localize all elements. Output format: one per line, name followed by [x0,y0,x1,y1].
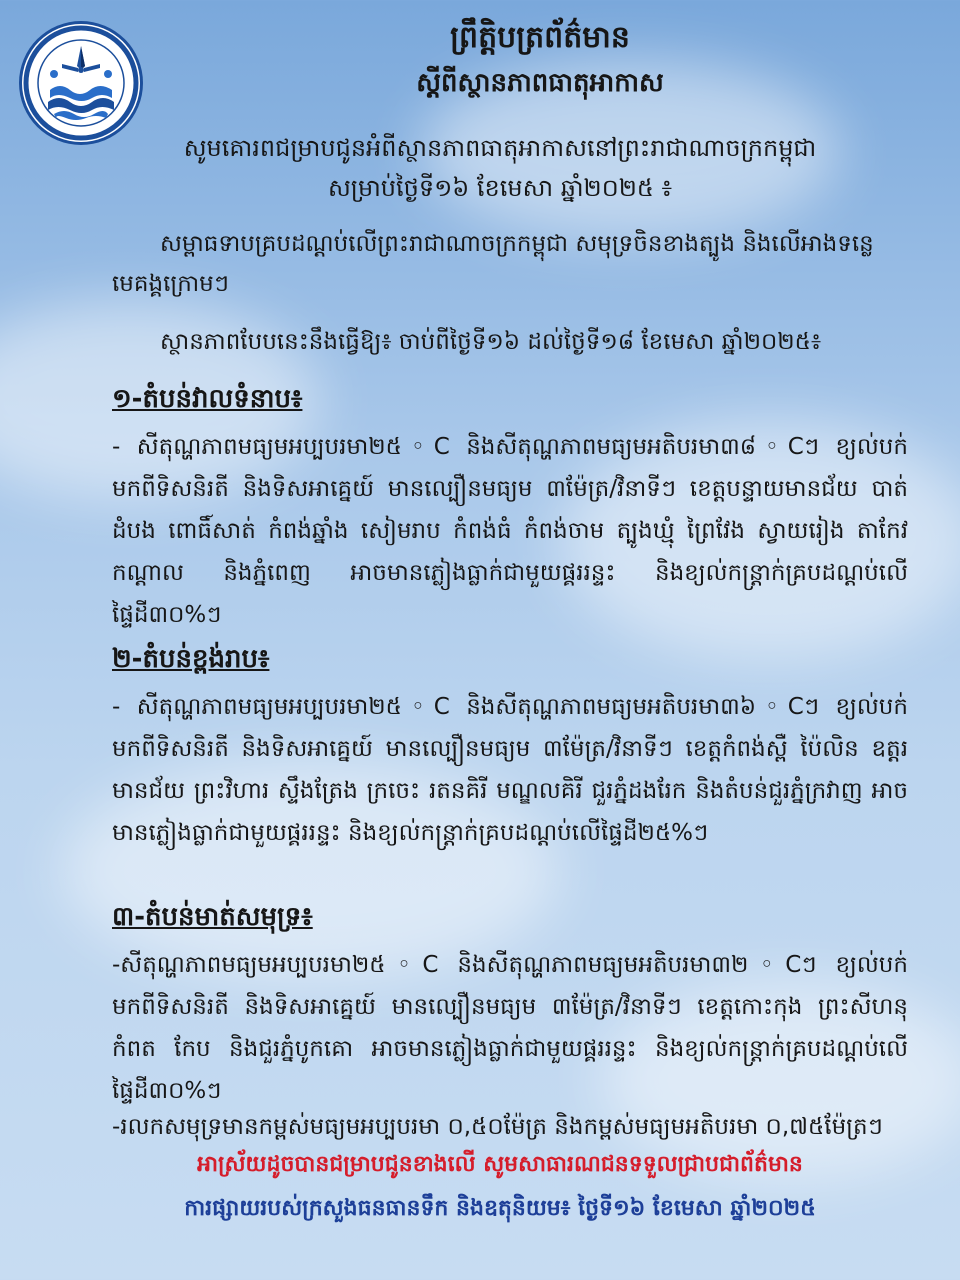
bulletin-subtitle: ស្តីពីស្ថានភាពធាតុអាកាស [416,68,664,98]
intro-line-1: សូមគោរពជម្រាបជូនអំពីស្ថានភាពធាតុអាកាសនៅព្រះរាជាណាចក្រកម្ពុជា [183,134,817,162]
section-coastal-waves: -រលកសមុទ្រមានកម្ពស់មធ្យមអប្បបរមា ០,៥០ម៉ែត្រ និងកម្ពស់មធ្យមអតិបរមា ០,៧៥ម៉ែត្រៗ [112,1114,883,1140]
ministry-seal-icon [22,24,140,142]
bulletin-title: ព្រឹត្តិបត្រព័ត៌មាន [450,20,630,55]
pressure-paragraph: សម្ពាធទាបគ្របដណ្តប់លើព្រះរាជាណាចក្រកម្ពុជា សមុទ្រចិនខាងត្បូង និងលើអាងទន្លេមេគង្គក្រោមៗ [112,231,874,297]
section-lowland-title: ១-តំបន់វាលទំនាប៖ [112,384,303,414]
footer-source: ការផ្សាយរបស់ក្រសួងធនធានទឹក និងឧតុនិយម៖ ថ្ងៃទី១៦ ខែមេសា ឆ្នាំ២០២៥ [184,1196,816,1221]
section-coastal-title: ៣-តំបន់មាត់សមុទ្រ៖ [112,902,313,932]
section-lowland-body: - សីតុណ្ហភាពមធ្យមអប្បបរមា២៥◦C និងសីតុណ្ហភាពមធ្យមអតិបរមា៣៨◦Cៗ ខ្យល់បក់មកពីទិសនិរតី និងទិសអាគ្នេយ៍ មានល្បឿនមធ្យម ៣ម៉ែត្រ/វិនាទីៗ ខេត្តបន្ទាយមានជ័យ បាត់ដំបង ពោធិ៍សាត់ កំពង់ឆ្នាំង សៀមរាប កំពង់ធំ កំពង់ចាម ត្បូងឃ្មុំ ព្រៃវែង ស្វាយរៀង តាកែវ កណ្តាល និងភ្នំពេញ អាចមានភ្លៀងធ្លាក់ជាមួយផ្គររន្ទះ និងខ្យល់កន្ត្រាក់គ្របដណ្តប់លើផ្ទៃដី៣០%ៗ [112,434,908,628]
section-coastal-body: -សីតុណ្ហភាពមធ្យមអប្បបរមា២៥◦C និងសីតុណ្ហភាពមធ្យមអតិបរមា៣២◦Cៗ ខ្យល់បក់មកពីទិសនិរតី និងទិសអាគ្នេយ៍ មានល្បឿនមធ្យម ៣ម៉ែត្រ/វិនាទីៗ ខេត្តកោះកុង ព្រះសីហនុ កំពត កែប និងជួរភ្នំបូកគោ អាចមានភ្លៀងធ្លាក់ជាមួយផ្គររន្ទះ និងខ្យល់កន្ត្រាក់គ្របដណ្តប់លើផ្ទៃដី៣០%ៗ [112,952,908,1104]
section-plateau-title: ២-តំបន់ខ្ពង់រាប៖ [112,644,270,674]
footer-notice: អាស្រ័យដូចបានជម្រាបជូនខាងលើ សូមសាធារណជនទទួលជ្រាបជាព័ត៌មាន [197,1152,803,1177]
intro [100,128,900,208]
period-paragraph: ស្ថានភាពបែបនេះនឹងធ្វើឱ្យ៖ ចាប់ពីថ្ងៃទី១៦ ដល់ថ្ងៃទី១៨ ខែមេសា ឆ្នាំ២០២៥៖ [160,329,822,355]
ministry-logo [22,24,140,142]
intro-line-2: សម្រាប់ថ្ងៃទី១៦ ខែមេសា ឆ្នាំ២០២៥ ៖ [327,174,673,202]
section-plateau-body: - សីតុណ្ហភាពមធ្យមអប្បបរមា២៥◦C និងសីតុណ្ហភាពមធ្យមអតិបរមា៣៦◦Cៗ ខ្យល់បក់មកពីទិសនិរតី និងទិសអាគ្នេយ៍ មានល្បឿនមធ្យម ៣ម៉ែត្រ/វិនាទីៗ ខេត្តកំពង់ស្ពឺ ប៉ៃលិន ឧត្តរមានជ័យ ព្រះវិហារ ស្ទឹងត្រែង ក្រចេះ រតនគិរី មណ្ឌលគិរី ជួរភ្នំដងរែក និងតំបន់ជួរភ្នំក្រវាញ អាចមានភ្លៀងធ្លាក់ជាមួយផ្គររន្ទះ និងខ្យល់កន្ត្រាក់គ្របដណ្តប់លើផ្ទៃដី២៥%ៗ [112,694,908,846]
